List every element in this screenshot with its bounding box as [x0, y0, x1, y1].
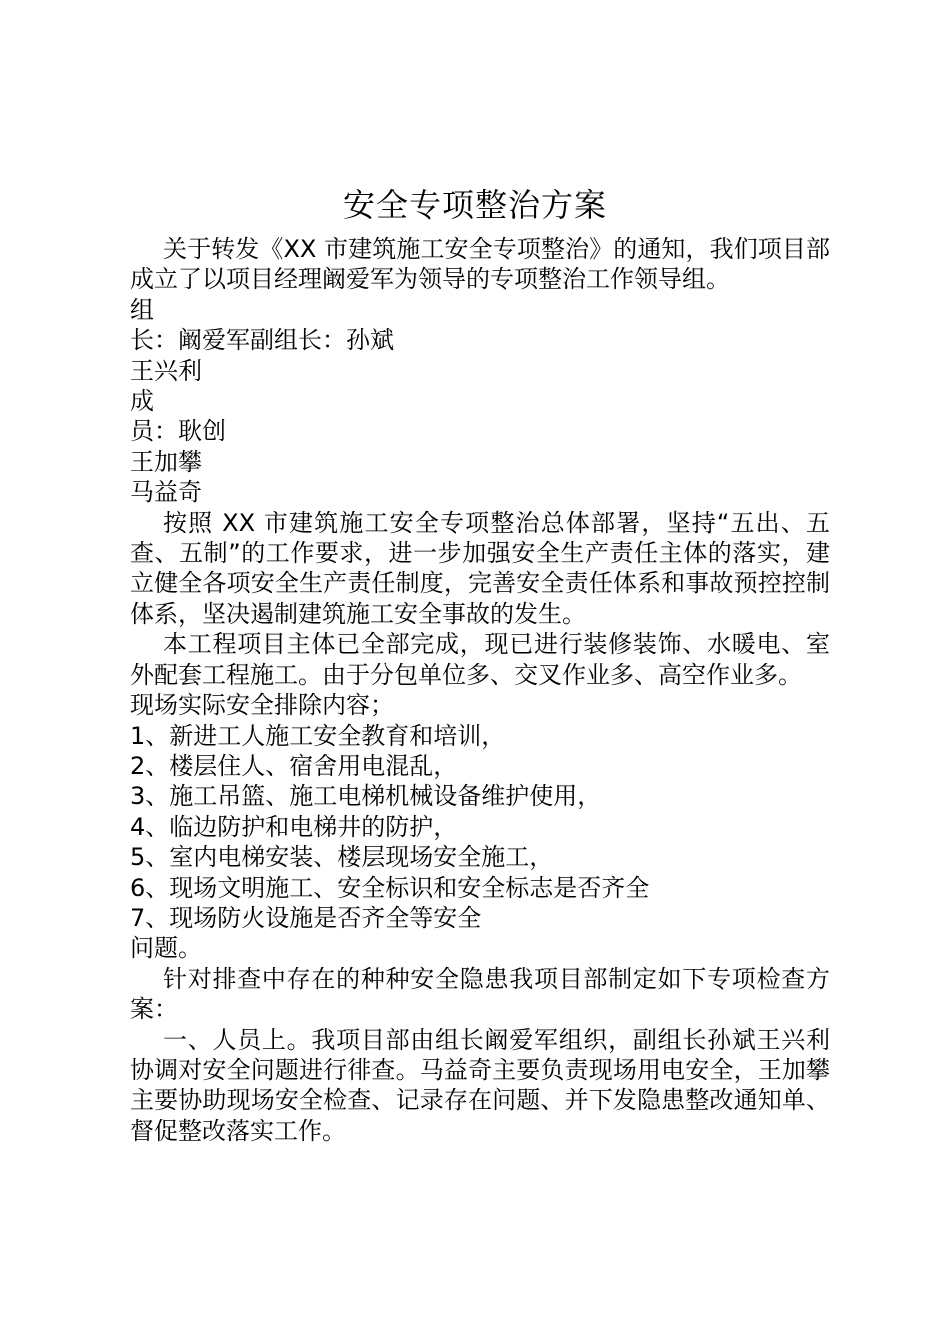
document-title: 安全专项整治方案 [342, 186, 607, 224]
paragraph-personnel: 一、人员上。我项目部由组长阚爱军组织，副组长孙斌王兴利协调对安全问题进行徘查。马益奇主要负责现场用电安全，王加攀主要协助现场安全检查、记录存在问题、并下发隐患整改通知单、督促整改落实工作。 [130, 1025, 830, 1145]
team-line: 组 [130, 295, 154, 324]
document-body [130, 234, 830, 1146]
list-item: 3、施工吊篮、施工电梯机械设备维护使用， [130, 782, 602, 811]
list-item: 7、现场防火设施是否齐全等安全 [130, 903, 482, 932]
paragraph-notice: 关于转发《XX 市建筑施工安全专项整治》的通知，我们项目部成立了以项目经理阚爱军为领导的专项整治工作领导组。 [130, 235, 830, 294]
list-tail: 问题。 [130, 934, 202, 963]
team-line: 成 [130, 387, 154, 416]
team-line: 员：耿创 [130, 417, 226, 446]
list-item: 6、现场文明施工、安全标识和安全标志是否齐全 [130, 873, 650, 902]
list-item: 4、临边防护和电梯井的防护， [130, 812, 458, 841]
team-line: 长：阚爱军副组长：孙斌 [130, 326, 394, 355]
list-intro: 现场实际安全排除内容； [130, 691, 394, 720]
list-item: 1、新进工人施工安全教育和培训， [130, 721, 506, 750]
team-line: 王兴利 [130, 356, 202, 385]
paragraph-deployment: 按照 XX 市建筑施工安全专项整治总体部署，坚持“五出、五查、五制”的工作要求，进一步加强安全生产责任主体的落实，建立健全各项安全生产责任制度，完善安全责任体系和事故预控控制体系，坚决遏制建筑施工安全事故的发生。 [130, 508, 830, 628]
list-item: 2、楼层住人、宿舍用电混乱， [130, 751, 458, 780]
team-line: 王加攀 [130, 447, 202, 476]
list-item: 5、室内电梯安装、楼层现场安全施工， [130, 843, 554, 872]
paragraph-plan-intro: 针对排查中存在的种种安全隐患我项目部制定如下专项检查方案： [130, 964, 830, 1024]
paragraph-project-status: 本工程项目主体已全部完成，现已进行装修装饰、水暖电、室外配套工程施工。由于分包单位多、交叉作业多、高空作业多。 [130, 630, 830, 689]
team-line: 马益奇 [130, 478, 202, 507]
